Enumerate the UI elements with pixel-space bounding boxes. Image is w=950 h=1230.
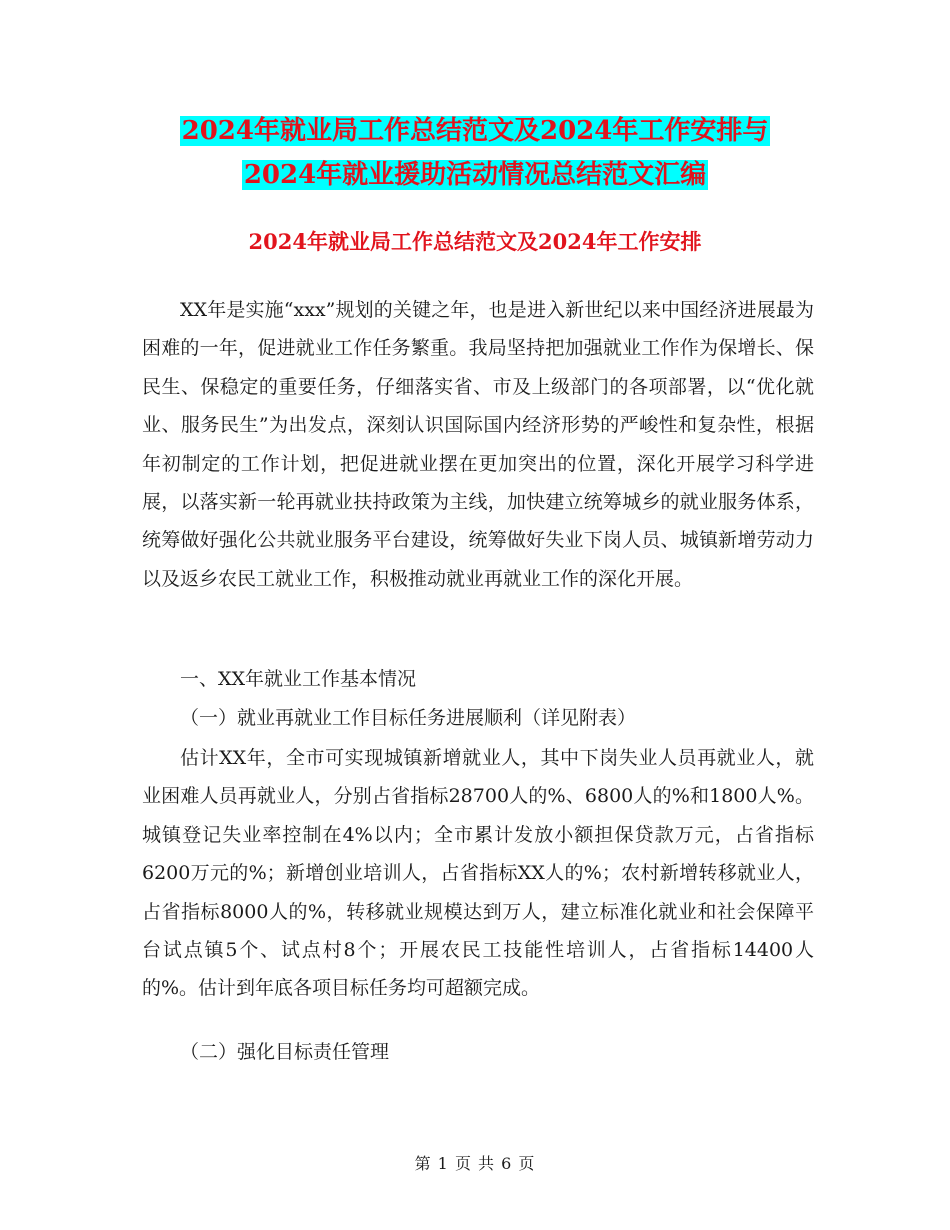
document-title-line-1: 2024年就业局工作总结范文及2024年工作安排与	[181, 116, 769, 146]
section-title: 2024年就业局工作总结范文及2024年工作安排	[248, 229, 702, 254]
section-heading-2: （一）就业再就业工作目标任务进展顺利（详见附表）	[180, 707, 637, 729]
body-paragraph-1: XX年是实施“xxx”规划的关键之年，也是进入新世纪以来中国经济进展最为困难的一年，促进就业工作任务繁重。我局坚持把加强就业工作作为保增长、保民生、保稳定的重要任务，仔细落实省、市及上级部门的各项部署，以“优化就业、服务民生”为出发点，深刻认识国际国内经济形势的严峻性和复杂性，根据年初制定的工作计划，把促进就业摆在更加突出的位置，深化开展学习科学进展，以落实新一轮再就业扶持政策为主线，加快建立统筹城乡的就业服务体系，统筹做好强化公共就业服务平台建设，统筹做好失业下岗人员、城镇新增劳动力以及返乡农民工就业工作，积极推动就业再就业工作的深化开展。	[142, 299, 814, 590]
body-paragraph-2: 估计XX年，全市可实现城镇新增就业人，其中下岗失业人员再就业人，就业困难人员再就业人，分别占省指标28700人的%、6800人的%和1800人%。城镇登记失业率控制在4%以内；全市累计发放小额担保贷款万元，占省指标6200万元的%；新增创业培训人，占省指标XX人的%；农村新增转移就业人，占省指标8000人的%，转移就业规模达到万人，建立标准化就业和社会保障平台试点镇5个、试点村8个；开展农民工技能性培训人，占省指标14400人的%。估计到年底各项目标任务均可超额完成。	[142, 747, 814, 1000]
section-heading-1: 一、XX年就业工作基本情况	[180, 668, 417, 690]
section-heading-3: （二）强化目标责任管理	[180, 1041, 390, 1063]
document-title-line-2: 2024年就业援助活动情况总结范文汇编	[243, 160, 707, 190]
page-footer: 第 1 页 共 6 页	[414, 1154, 536, 1173]
